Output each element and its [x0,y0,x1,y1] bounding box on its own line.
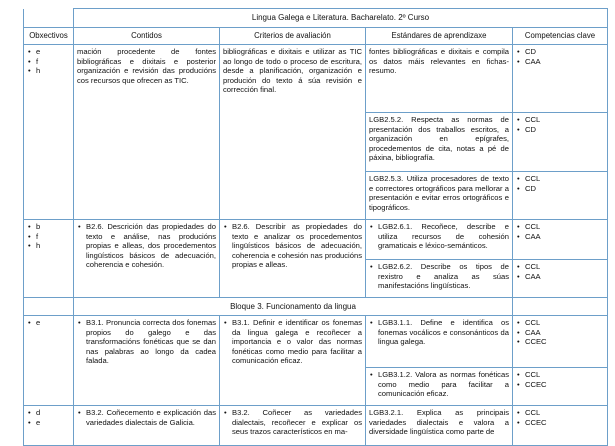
criterion-text: • B2.6. Describir as propiedades do texto e analizar os procedementos lingüísticos básicos de adecuación, coherencia e cohesión nas producións propias e alleas. [223,222,362,270]
objective-item: • f [27,232,70,242]
block-heading: Bloque 3. Funcionamento da lingua [74,298,513,316]
competence-item: • CCL [516,174,604,184]
table-title: Lingua Galega e Literatura. Bacharelato. 2º Curso [74,9,608,28]
content-text: • B2.6. Descrición das propiedades do texto e análise, nas producións propias e alleas, dos procedementos lingüísticos básicos de adecuación, coherencia e cohesión. [77,222,216,270]
competence-item: • CAA [516,272,604,282]
standard-cell: LGB2.5.2. Respecta as normas de presentación dos traballos escritos, a organización en epígrafes, procedementos de cita, notas a pé de páxina, bibliografía. [366,113,513,172]
criterion-cell [220,316,366,406]
standard-cell [366,220,513,260]
competence-item: • CAA [516,232,604,242]
standard-text: • LGB3.1.1. Define e identifica os fonemas vocálicos e consonánticos da lingua galega. [369,318,509,347]
block-spacer-cell [24,298,74,316]
objectives-cell [24,406,74,446]
header-competences: Competencias clave [513,28,608,45]
header-standards: Estándares de aprendizaxe [366,28,513,45]
criterion-cell: bibliográficas e dixitais e utilizar as TIC ao longo de todo o proceso de escritura, desde a planificación, organización e produción do texto á súa revisión e corrección final. [220,45,366,220]
competence-item: • CCL [516,262,604,272]
standard-cell [366,260,513,298]
competences-cell [513,406,608,446]
competence-item: • CD [516,184,604,194]
standard-text: • LGB2.6.1. Recoñece, describe e utiliza recursos de cohesión gramaticais e léxico-semánticos. [369,222,509,251]
competences-cell [513,316,608,368]
content-cell [74,406,220,446]
objective-item: • e [27,418,70,428]
standard-cell: LGB2.5.3. Utiliza procesadores de texto e correctores ortográficos para mellorar a presentación e evitar erros ortográficos e tipográficos. [366,172,513,220]
competence-item: • CCEC [516,337,604,347]
competences-cell [513,113,608,172]
competence-item: • CCL [516,115,604,125]
content-cell: mación procedente de fontes bibliográficas e dixitais e posterior organización e revisión das producións cos recursos que ofrecen as TIC. [74,45,220,220]
competences-cell [513,172,608,220]
objectives-cell [24,316,74,406]
criterion-cell [220,220,366,298]
content-cell [74,220,220,298]
objective-item: • h [27,241,70,251]
objective-item: • h [27,66,70,76]
competence-item: • CCL [516,370,604,380]
content-text: • B3.2. Coñecemento e explicación das variedades dialectais de Galicia. [77,408,216,427]
competence-item: • CCL [516,408,604,418]
competence-item: • CCL [516,222,604,232]
standard-cell [366,368,513,406]
competences-cell [513,220,608,260]
competence-item: • CAA [516,57,604,67]
content-cell [74,316,220,406]
objectives-cell [24,45,74,220]
objective-item: • f [27,57,70,67]
criterion-cell [220,406,366,446]
objectives-cell [24,220,74,298]
content-text: • B3.1. Pronuncia correcta dos fonemas propios do galego e das transformacións fonéticas que se dan nas palabras ao longo da cadea falada. [77,318,216,366]
block-empty-cell [513,298,608,316]
standard-cell [366,406,513,446]
competence-item: • CD [516,47,604,57]
competence-item: • CCEC [516,380,604,390]
header-criteria: Criterios de avaliación [220,28,366,45]
competence-item: • CCL [516,318,604,328]
objective-item: • e [27,318,70,328]
standard-text: • LGB2.6.2. Describe os tipos de rexistro e analiza as súas manifestacións lingüísticas. [369,262,509,291]
competence-item: • CAA [516,328,604,338]
competences-cell [513,45,608,113]
criterion-text: • B3.2. Coñecer as variedades dialectais, recoñecer e explicar os seus trazos característicos en ma- [223,408,362,437]
objective-item: • d [27,408,70,418]
standard-text: LGB3.2.1. Explica as principais variedades dialectais e valora a diversidade lingüística como parte de [369,408,509,437]
competences-cell [513,260,608,298]
curriculum-table [23,8,608,446]
header-objectives: Obxectivos [24,28,74,45]
standard-cell: fontes bibliográficas e dixitais e compila os datos máis relevantes en fichas-resumo. [366,45,513,113]
competence-item: • CD [516,125,604,135]
objective-item: • e [27,47,70,57]
header-contents: Contidos [74,28,220,45]
standard-cell [366,316,513,368]
competence-item: • CCEC [516,418,604,428]
standard-text: • LGB3.1.2. Valora as normas fonéticas como medio para facilitar a comunicación eficaz. [369,370,509,399]
objective-item: • b [27,222,70,232]
criterion-text: • B3.1. Definir e identificar os fonemas da lingua galega e recoñecer a importancia e o valor das normas fonéticas como medio para facilitar a comunicación eficaz. [223,318,362,366]
competences-cell [513,368,608,406]
corner-cell [24,9,74,28]
